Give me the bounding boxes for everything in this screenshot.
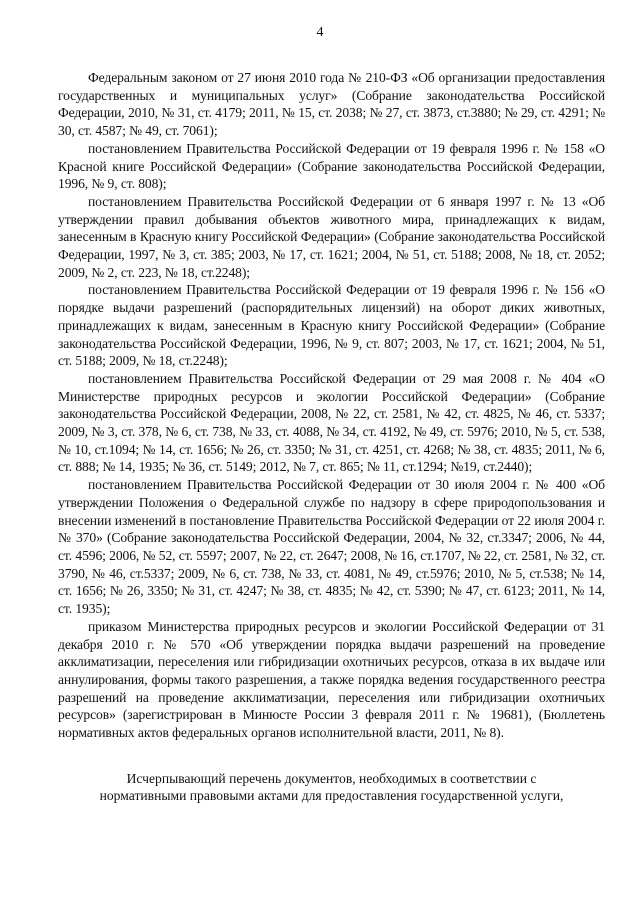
paragraph-resolution-404: постановлением Правительства Российской Федерации от 29 мая 2008 г. № 404 «О Министерстве природных ресурсов и экологии Российской Федерации» (Собрание законодательства Российской Федерации, 2008, № 22, ст. 2581, № 42, ст. 4825, № 46, ст. 5337; 2009, № 3, ст. 378, № 6, ст. 738, № 33, ст. 4088, № 34, ст. 4192, № 49, ст. 5976; 2010, № 5, ст. 538, № 10, ст.1094; № 14, ст. 1656; № 26, ст. 3350; № 31, ст. 4251, ст. 4268; № 38, ст. 4835; 2011, № 6, ст. 888; № 14, 1935; № 36, ст. 5149; 2012, № 7, ст. 865; № 11, ст.1294; №19, ст.2440); bbox=[58, 370, 605, 475]
paragraph-federal-law-210: Федеральным законом от 27 июня 2010 года № 210-ФЗ «Об организации предоставления государственных и муниципальных услуг» (Собрание законодательства Российской Федерации, 2010, № 31, ст. 4179; 2011, № 15, ст. 2038; № 27, ст. 3873, ст.3880; № 29, ст. 4291; № 30, ст. 4587; № 49, ст. 7061); bbox=[58, 70, 605, 139]
section-heading-line-2: нормативными правовыми актами для предоставления государственной услуги, bbox=[99, 788, 564, 804]
document-body bbox=[58, 69, 605, 805]
paragraph-order-570: приказом Министерства природных ресурсов и экологии Российской Федерации от 31 декабря 2010 г. № 570 «Об утверждении порядка выдачи разрешений на проведение акклиматизации, переселения или гибридизации охотничьих ресурсов, отказа в их выдаче или аннулирования, формы такого разрешения, а также порядка ведения государственного реестра разрешений на проведение акклиматизации, переселения или гибридизации охотничьих ресурсов» (зарегистрирован в Минюсте России 3 февраля 2011 г. № 19681), (Бюллетень нормативных актов федеральных органов исполнительной власти, 2011, № 8). bbox=[58, 618, 605, 741]
paragraph-resolution-158: постановлением Правительства Российской Федерации от 19 февраля 1996 г. № 158 «О Красной книге Российской Федерации» (Собрание законодательства Российской Федерации, 1996, № 9, ст. 808); bbox=[58, 140, 605, 192]
paragraph-resolution-156: постановлением Правительства Российской Федерации от 19 февраля 1996 г. № 156 «О порядке выдачи разрешений (распорядительных лицензий) на оборот диких животных, принадлежащих к видам, занесенным в Красную книгу Российской Федерации» (Собрание законодательства Российской Федерации, 1996, № 9, ст. 807; 2003, № 17, ст. 1621; 2004, № 51, ст. 5188; 2009, № 18, ст.2248); bbox=[58, 282, 605, 369]
page-number: 4 bbox=[316, 25, 324, 40]
section-heading bbox=[58, 770, 605, 805]
paragraph-resolution-400: постановлением Правительства Российской Федерации от 30 июля 2004 г. № 400 «Об утверждении Положения о Федеральной службе по надзору в сфере природопользования и внесении изменений в постановление Правительства Российской Федерации от 22 июля 2004 г. № 370» (Собрание законодательства Российской Федерации, 2004, № 32, ст.3347; 2006, № 44, ст. 4596; 2006, № 52, ст. 5597; 2007, № 22, ст. 2647; 2008, № 16, ст.1707, № 22, ст. 2581, № 32, ст. 3790, № 46, ст.5337; 2009, № 6, ст. 738, № 33, ст. 4081, № 49, ст.5976; 2010, № 5, ст.538; № 14, ст. 1656; № 26, 3350; № 31, ст. 4247; № 38, ст. 4835; № 42, ст. 5390; № 47, ст. 6123; 2011, № 14, ст. 1935); bbox=[58, 477, 605, 617]
paragraph-resolution-13: постановлением Правительства Российской Федерации от 6 января 1997 г. № 13 «Об утверждении правил добывания объектов животного мира, принадлежащих к видам, занесенным в Красную книгу Российской Федерации» (Собрание законодательства Российской Федерации, 1997, № 3, ст. 385; 2003, № 17, ст. 1621; 2004, № 51, ст. 5188; 2008, № 18, ст. 2052; 2009, № 2, ст. 223, № 18, ст.2248); bbox=[58, 193, 605, 280]
section-heading-line-1: Исчерпывающий перечень документов, необходимых в соответствии с bbox=[126, 770, 537, 786]
